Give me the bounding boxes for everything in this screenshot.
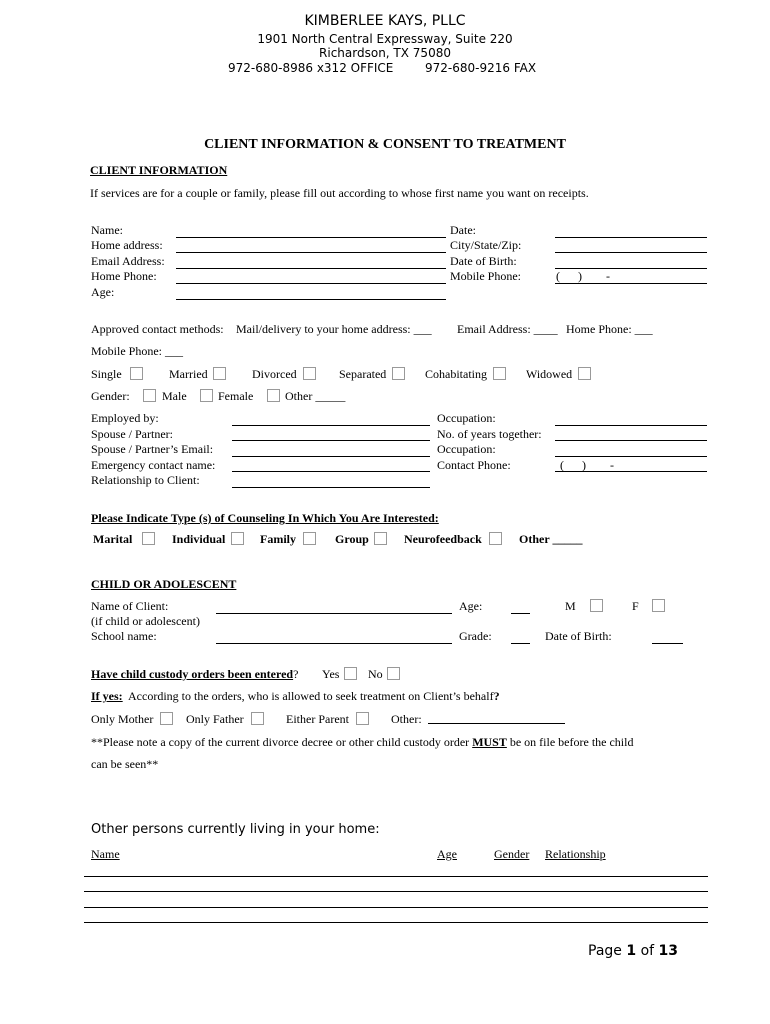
custody-other-field[interactable] — [428, 723, 565, 724]
child-dob-label: Date of Birth: — [545, 629, 612, 643]
other-persons-heading: Other persons currently living in your home: — [91, 822, 380, 837]
firm-name: KIMBERLEE KAYS, PLLC — [304, 13, 466, 29]
custody-note — [91, 735, 633, 750]
marital-separated-checkbox[interactable] — [392, 367, 405, 380]
contact-mobile-option[interactable]: Mobile Phone: ___ — [91, 344, 183, 358]
contact-methods-label: Approved contact methods: — [91, 322, 224, 336]
child-age-field[interactable] — [511, 613, 530, 614]
if-yes-label: If yes: — [91, 689, 123, 703]
gender-other-checkbox[interactable] — [267, 389, 280, 402]
gender-label: Gender: — [91, 389, 130, 403]
age-field[interactable] — [176, 299, 446, 300]
home-phone-label: Home Phone: — [91, 269, 157, 283]
spouse-partner-field[interactable] — [232, 440, 430, 441]
age-label: Age: — [91, 285, 115, 299]
spouse-occupation-label: Occupation: — [437, 442, 496, 456]
col-gender-header: Gender — [494, 847, 530, 861]
household-row-line-3[interactable] — [84, 907, 708, 908]
custody-note-a: **Please note a copy of the current divorce decree or other child custody order — [91, 735, 470, 749]
gender-female-checkbox[interactable] — [200, 389, 213, 402]
child-gender-f-label: F — [632, 599, 639, 613]
marital-single-label: Single — [91, 367, 122, 381]
col-age-header: Age — [437, 847, 457, 861]
household-row-line-1[interactable] — [84, 876, 708, 877]
contact-mail-option[interactable]: Mail/delivery to your home address: ___ — [236, 322, 432, 336]
years-together-label: No. of years together: — [437, 427, 542, 441]
spouse-partner-email-field[interactable] — [232, 456, 430, 457]
counseling-marital-label: Marital — [93, 532, 133, 546]
marital-cohabitating-label: Cohabitating — [425, 367, 487, 381]
counseling-family-label: Family — [260, 532, 296, 546]
child-name-field[interactable] — [216, 613, 452, 614]
years-together-field[interactable] — [555, 440, 707, 441]
household-row-line-4[interactable] — [84, 922, 708, 923]
occupation-label: Occupation: — [437, 411, 496, 425]
school-name-label: School name: — [91, 629, 157, 643]
contact-phone-label: Contact Phone: — [437, 458, 511, 472]
custody-question-mark: ? — [293, 667, 299, 681]
date-of-birth-label: Date of Birth: — [450, 254, 517, 268]
marital-married-label: Married — [169, 367, 208, 381]
custody-no-checkbox[interactable] — [387, 667, 400, 680]
counseling-neurofeedback-checkbox[interactable] — [489, 532, 502, 545]
child-name-label: Name of Client: — [91, 599, 169, 613]
page-indicator — [588, 943, 678, 959]
child-name-sublabel: (if child or adolescent) — [91, 614, 200, 628]
spouse-partner-email-label: Spouse / Partner’s Email: — [91, 442, 214, 456]
counseling-group-checkbox[interactable] — [374, 532, 387, 545]
name-field[interactable] — [176, 237, 446, 238]
page-title: CLIENT INFORMATION & CONSENT TO TREATMENT — [204, 137, 566, 152]
marital-separated-label: Separated — [339, 367, 387, 381]
child-heading: CHILD OR ADOLESCENT — [91, 577, 237, 591]
firm-address-line1: 1901 North Central Expressway, Suite 220 — [257, 32, 513, 46]
gender-male-checkbox[interactable] — [143, 389, 156, 402]
school-name-field[interactable] — [216, 643, 452, 644]
home-address-label: Home address: — [91, 238, 163, 252]
child-grade-label: Grade: — [459, 629, 492, 643]
firm-office-phone: 972-680-8986 x312 OFFICE — [228, 61, 394, 75]
counseling-family-checkbox[interactable] — [303, 532, 316, 545]
counseling-heading: Please Indicate Type (s) of Counseling In Which You Are Interested: — [91, 511, 439, 525]
of-word: of — [640, 943, 655, 959]
marital-widowed-checkbox[interactable] — [578, 367, 591, 380]
firm-fax: 972-680-9216 FAX — [425, 61, 537, 75]
child-gender-m-label: M — [565, 599, 576, 613]
page-total: 13 — [658, 943, 678, 959]
page-number: 1 — [626, 943, 637, 959]
gender-female-label: Female — [218, 389, 254, 403]
col-relationship-header: Relationship — [545, 847, 606, 861]
col-name-header: Name — [91, 847, 120, 861]
custody-yes-label: Yes — [322, 667, 340, 681]
custody-question-text: Have child custody orders been entered — [91, 667, 294, 681]
gender-other-label: Other _____ — [285, 389, 346, 403]
email-address-label: Email Address: — [91, 254, 165, 268]
employed-by-field[interactable] — [232, 425, 430, 426]
client-info-heading: CLIENT INFORMATION — [90, 163, 228, 177]
mobile-phone-label: Mobile Phone: — [450, 269, 521, 283]
child-gender-f-checkbox[interactable] — [652, 599, 665, 612]
employed-by-label: Employed by: — [91, 411, 159, 425]
custody-note-continued: can be seen** — [91, 757, 159, 771]
contact-home-phone-option[interactable]: Home Phone: ___ — [566, 322, 653, 336]
counseling-individual-checkbox[interactable] — [231, 532, 244, 545]
spouse-occupation-field[interactable] — [555, 456, 707, 457]
counseling-other-label: Other _____ — [519, 532, 583, 546]
only-mother-label: Only Mother — [91, 712, 154, 726]
custody-no-label: No — [368, 667, 383, 681]
mobile-phone-template: ( ) - — [556, 269, 610, 283]
either-parent-label: Either Parent — [286, 712, 349, 726]
city-state-zip-field[interactable] — [555, 252, 707, 253]
home-phone-field[interactable] — [176, 283, 446, 284]
marital-single-checkbox[interactable] — [130, 367, 143, 380]
only-father-label: Only Father — [186, 712, 244, 726]
custody-note-must: MUST — [472, 735, 507, 749]
custody-note-b: be on file before the child — [509, 735, 634, 749]
contact-phone-template: ( ) - — [560, 458, 614, 472]
child-gender-m-checkbox[interactable] — [590, 599, 603, 612]
if-yes-text: According to the orders, who is allowed to seek treatment on Client’s behalf — [128, 689, 494, 703]
counseling-group-label: Group — [335, 532, 369, 546]
counseling-marital-checkbox[interactable] — [142, 532, 155, 545]
child-grade-field[interactable] — [511, 643, 530, 644]
page-word: Page — [588, 943, 622, 959]
custody-question — [91, 667, 298, 682]
if-yes-question-mark: ? — [493, 689, 500, 703]
contact-email-option[interactable]: Email Address: ____ — [457, 322, 558, 336]
date-field[interactable] — [555, 237, 707, 238]
occupation-field[interactable] — [555, 425, 707, 426]
marital-married-checkbox[interactable] — [213, 367, 226, 380]
counseling-individual-label: Individual — [172, 532, 226, 546]
only-father-checkbox[interactable] — [251, 712, 264, 725]
marital-widowed-label: Widowed — [526, 367, 573, 381]
relationship-label: Relationship to Client: — [91, 473, 200, 487]
email-address-field[interactable] — [176, 268, 446, 269]
client-info-note: If services are for a couple or family, please fill out according to whose first name you want on receipts. — [90, 186, 589, 200]
marital-divorced-checkbox[interactable] — [303, 367, 316, 380]
city-state-zip-label: City/State/Zip: — [450, 238, 522, 252]
custody-other-label: Other: — [391, 712, 422, 726]
marital-divorced-label: Divorced — [252, 367, 297, 381]
only-mother-checkbox[interactable] — [160, 712, 173, 725]
custody-yes-checkbox[interactable] — [344, 667, 357, 680]
custody-if-yes-line — [91, 689, 500, 704]
household-row-line-2[interactable] — [84, 891, 708, 892]
marital-cohabitating-checkbox[interactable] — [493, 367, 506, 380]
date-label: Date: — [450, 223, 476, 237]
relationship-field[interactable] — [232, 487, 430, 488]
either-parent-checkbox[interactable] — [356, 712, 369, 725]
spouse-partner-label: Spouse / Partner: — [91, 427, 173, 441]
child-age-label: Age: — [459, 599, 483, 613]
gender-male-label: Male — [162, 389, 187, 403]
emergency-contact-field[interactable] — [232, 471, 430, 472]
home-address-field[interactable] — [176, 252, 446, 253]
name-label: Name: — [91, 223, 123, 237]
emergency-contact-label: Emergency contact name: — [91, 458, 216, 472]
counseling-neurofeedback-label: Neurofeedback — [404, 532, 482, 546]
firm-address-line2: Richardson, TX 75080 — [319, 46, 451, 60]
child-dob-field[interactable] — [652, 643, 683, 644]
